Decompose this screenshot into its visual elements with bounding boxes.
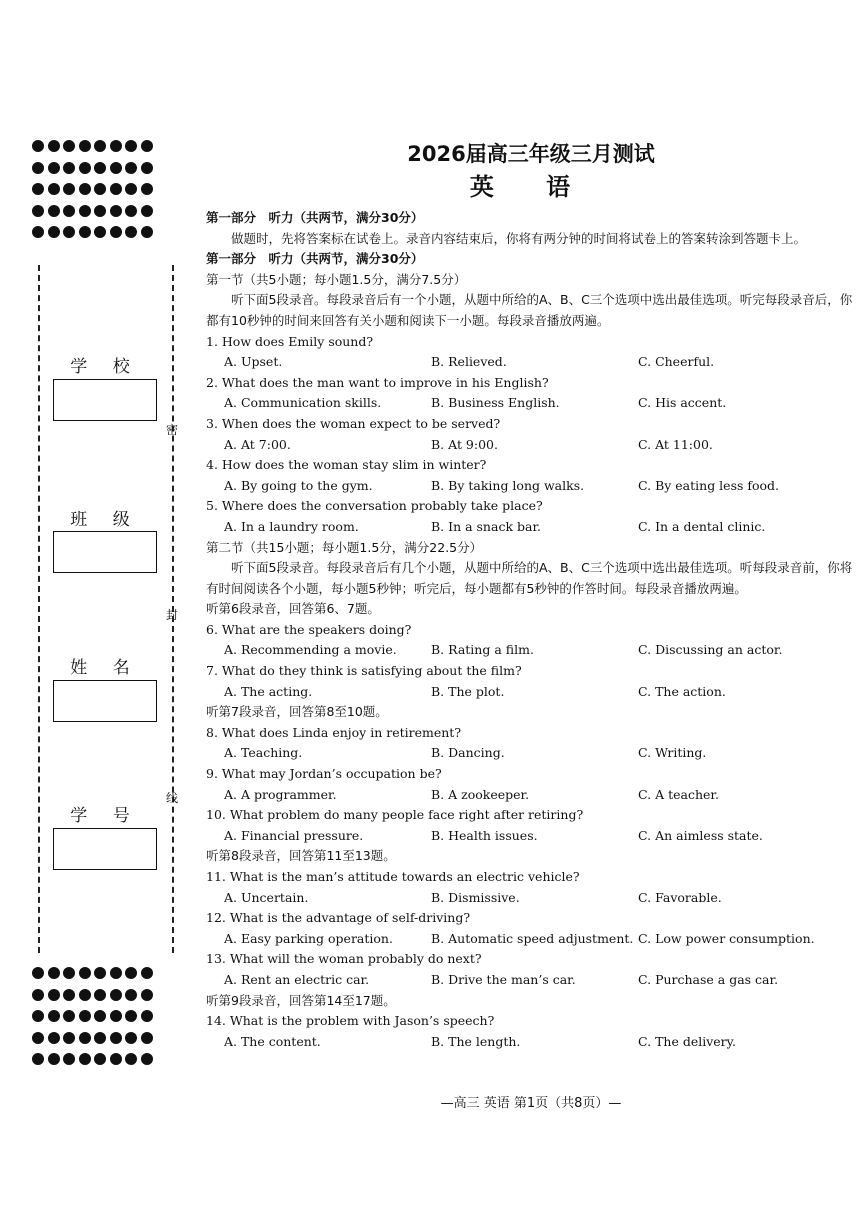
option-c: C. Discussing an actor.	[638, 642, 783, 658]
option-a: A. A programmer.	[224, 786, 337, 802]
option-a: A. In a laundry room.	[224, 518, 359, 534]
question-stem: 4. How does the woman stay slim in winter?	[206, 457, 487, 473]
option-a: A. By going to the gym.	[224, 477, 373, 493]
option-b: B. Dismissive.	[431, 889, 520, 905]
option-a: A. Rent an electric car.	[224, 971, 370, 987]
question-options	[206, 1032, 856, 1053]
question-stem: 12. What is the advantage of self-driving?	[206, 910, 471, 926]
seal-char-xian: 线	[166, 791, 179, 805]
part1-instruction: 做题时，先将答案标在试卷上。录音内容结束后，你将有两分钟的时间将试卷上的答案转涂到答题卡上。	[231, 230, 807, 246]
option-b: B. By taking long walks.	[431, 477, 585, 493]
option-a: A. The content.	[224, 1033, 321, 1049]
option-a: A. Communication skills.	[224, 395, 382, 411]
student-id-label: 学 号	[70, 806, 140, 826]
option-b: B. The plot.	[431, 683, 505, 699]
option-b: B. Drive the man’s car.	[431, 971, 576, 987]
option-b: B. Relieved.	[431, 354, 507, 370]
question-options	[206, 970, 856, 991]
question-stem: 2. What does the man want to improve in his English?	[206, 374, 549, 390]
option-b: B. Health issues.	[431, 827, 538, 843]
option-a: A. Uncertain.	[224, 889, 309, 905]
option-c: C. By eating less food.	[638, 477, 780, 493]
option-a: A. The acting.	[224, 683, 313, 699]
question-options	[206, 743, 856, 764]
question-stem: 5. Where does the conversation probably take place?	[206, 498, 543, 514]
question-options	[206, 352, 856, 373]
listening-prompt: 听第9段录音，回答第14至17题。	[206, 992, 396, 1008]
seal-char-mi: 密	[166, 423, 179, 437]
question-stem: 14. What is the problem with Jason’s speech?	[206, 1013, 495, 1029]
listening-prompt: 听第7段录音，回答第8至10题。	[206, 704, 388, 720]
option-a: A. Recommending a movie.	[224, 642, 397, 658]
school-field[interactable]	[53, 379, 157, 421]
option-c: C. Low power consumption.	[638, 930, 815, 946]
question-options	[206, 682, 856, 703]
name-field[interactable]	[53, 680, 157, 722]
option-c: C. The action.	[638, 683, 726, 699]
listening-prompt: 听第6段录音，回答第6、7题。	[206, 601, 380, 617]
option-c: C. The delivery.	[638, 1033, 737, 1049]
exam-title: 2026届高三年级三月测试	[407, 142, 655, 166]
question-options	[206, 640, 856, 661]
option-c: C. His accent.	[638, 395, 727, 411]
question-options	[206, 393, 856, 414]
option-b: B. In a snack bar.	[431, 518, 542, 534]
question-options	[206, 888, 856, 909]
question-stem: 13. What will the woman probably do next?	[206, 951, 482, 967]
subject-title: 英 语	[469, 173, 593, 201]
option-c: C. An aimless state.	[638, 827, 763, 843]
option-b: B. Dancing.	[431, 745, 505, 761]
exam-content	[206, 140, 856, 1052]
question-stem: 10. What problem do many people face right after retiring?	[206, 807, 584, 823]
question-options	[206, 435, 856, 456]
school-label: 学 校	[70, 357, 140, 377]
option-c: C. Writing.	[638, 745, 707, 761]
question-stem: 9. What may Jordan’s occupation be?	[206, 766, 442, 782]
question-stem: 6. What are the speakers doing?	[206, 621, 412, 637]
question-stem: 11. What is the man’s attitude towards an electric vehicle?	[206, 869, 580, 884]
option-b: B. Rating a film.	[431, 642, 534, 658]
question-options	[206, 476, 856, 497]
question-options	[206, 929, 856, 950]
part1-heading-repeat: 第一部分 听力（共两节，满分30分）	[206, 251, 424, 267]
class-label: 班 级	[70, 510, 140, 530]
question-options	[206, 826, 856, 847]
option-c: C. In a dental clinic.	[638, 518, 766, 534]
section2-instruction: 听下面5段录音。每段录音后有几个小题，从题中所给的A、B、C三个选项中选出最佳选项。听每段录音前，你将有时间阅读各个小题，每小题5秒钟；听完后，每小题都有5秒钟的作答时间。每段录音播放两遍。	[206, 560, 853, 596]
question-stem: 8. What does Linda enjoy in retirement?	[206, 724, 462, 740]
option-b: B. Automatic speed adjustment.	[431, 930, 634, 946]
name-label: 姓 名	[70, 658, 140, 678]
left-dashed-line	[38, 265, 40, 953]
bottom-dot-pattern	[32, 967, 153, 1075]
option-b: B. At 9:00.	[431, 436, 498, 452]
option-c: C. At 11:00.	[638, 436, 713, 452]
option-a: A. At 7:00.	[224, 436, 291, 452]
question-stem: 3. When does the woman expect to be served?	[206, 415, 501, 431]
listening-prompt: 听第8段录音，回答第11至13题。	[206, 848, 396, 864]
question-options	[206, 785, 856, 806]
page-footer: —高三 英语 第1页（共8页）—	[440, 1096, 622, 1111]
option-c: C. Cheerful.	[638, 354, 715, 370]
option-c: C. A teacher.	[638, 786, 719, 802]
option-a: A. Teaching.	[224, 745, 303, 761]
option-c: C. Purchase a gas car.	[638, 971, 779, 987]
top-dot-pattern	[32, 140, 153, 248]
option-a: A. Upset.	[224, 354, 283, 370]
seal-char-feng: 封	[166, 608, 179, 622]
question-stem: 7. What do they think is satisfying about the film?	[206, 663, 522, 679]
class-field[interactable]	[53, 531, 157, 573]
student-id-field[interactable]	[53, 828, 157, 870]
option-b: B. The length.	[431, 1033, 521, 1049]
question-options	[206, 517, 856, 538]
option-b: B. Business English.	[431, 395, 560, 411]
option-a: A. Easy parking operation.	[224, 930, 393, 946]
option-b: B. A zookeeper.	[431, 786, 530, 802]
question-stem: 1. How does Emily sound?	[206, 333, 374, 349]
section1-heading: 第一节（共5小题；每小题1.5分，满分7.5分）	[206, 271, 467, 287]
option-c: C. Favorable.	[638, 889, 722, 905]
part1-heading: 第一部分 听力（共两节，满分30分）	[206, 210, 424, 225]
section2-heading: 第二节（共15小题；每小题1.5分，满分22.5分）	[206, 539, 483, 555]
section1-instruction: 听下面5段录音。每段录音后有一个小题，从题中所给的A、B、C三个选项中选出最佳选项。听完每段录音后，你都有10秒钟的时间来回答有关小题和阅读下一小题。每段录音播放两遍。	[206, 292, 853, 328]
option-a: A. Financial pressure.	[224, 827, 364, 843]
